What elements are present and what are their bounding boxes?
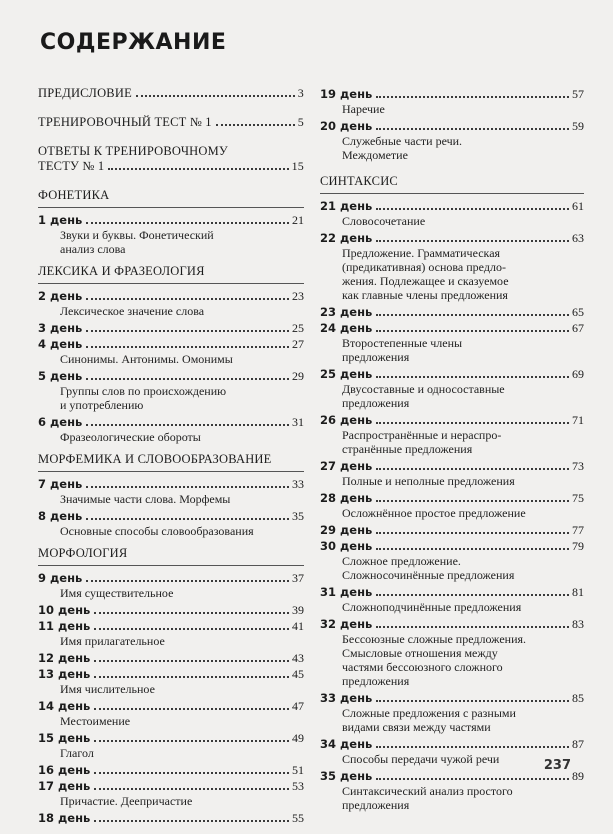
topic-20: Служебные части речи. Междометие	[342, 134, 463, 162]
entry-label: 32 день	[320, 617, 373, 631]
day-entry-16[interactable]	[38, 762, 304, 778]
entry-page: 49	[292, 731, 304, 745]
dot-leader	[86, 486, 289, 488]
entry-page: 79	[572, 539, 584, 553]
section-rule	[38, 471, 304, 472]
dot-leader	[376, 422, 569, 424]
topic-31: Сложноподчинённые предложения	[342, 600, 522, 614]
topic-34: Способы передачи чужой речи	[342, 752, 500, 766]
page-number: 237	[543, 758, 571, 773]
entry-label: 31 день	[320, 585, 373, 599]
entry-label: 34 день	[320, 737, 373, 751]
topic-11: Имя прилагательное	[60, 634, 165, 648]
entry-page: 25	[292, 321, 304, 335]
entry-page: 55	[292, 811, 304, 825]
entry-label: 33 день	[320, 691, 373, 705]
section-heading: МОРФЕМИКА И СЛОВООБРАЗОВАНИЕ	[38, 452, 272, 466]
topic-5: Группы слов по происхождению и употреблению	[60, 384, 227, 412]
day-entry-23[interactable]	[320, 304, 584, 320]
entry-label: 26 день	[320, 413, 373, 427]
day-entry-14[interactable]	[38, 698, 304, 714]
dot-leader	[376, 626, 569, 628]
dot-leader	[94, 612, 289, 614]
dot-leader	[376, 778, 569, 780]
entry-page: 57	[572, 87, 584, 101]
topic-9: Имя существительное	[60, 586, 174, 600]
dot-leader	[86, 330, 289, 332]
entry-label: 10 день	[38, 603, 91, 617]
entry-label: 15 день	[38, 731, 91, 745]
topic-25: Двусоставные и односоставные предложения	[342, 382, 505, 410]
dot-leader	[376, 240, 569, 242]
section-rule	[38, 565, 304, 566]
topic-19: Наречие	[342, 102, 385, 116]
day-entry-25[interactable]	[320, 366, 584, 382]
section-rule	[38, 283, 304, 284]
topic-17: Причастие. Деепричастие	[60, 794, 193, 808]
day-entry-31[interactable]	[320, 584, 584, 600]
entry-page: 61	[572, 199, 584, 213]
day-entry-15[interactable]	[38, 730, 304, 746]
dot-leader	[376, 376, 569, 378]
section-3	[38, 546, 304, 826]
topic-1: Звуки и буквы. Фонетический анализ слова	[60, 228, 214, 256]
day-entry-9[interactable]	[38, 570, 304, 586]
entry-label: 25 день	[320, 367, 373, 381]
day-entry-4[interactable]	[38, 336, 304, 352]
entry-label: 13 день	[38, 667, 91, 681]
day-entry-24[interactable]	[320, 320, 584, 336]
dot-leader	[376, 594, 569, 596]
entry-label: 30 день	[320, 539, 373, 553]
topic-2: Лексическое значение слова	[60, 304, 205, 318]
entry-label: 5 день	[38, 369, 83, 383]
dot-leader	[86, 424, 289, 426]
day-entry-8[interactable]	[38, 508, 304, 524]
entry-page: 69	[572, 367, 584, 381]
day-entry-34[interactable]	[320, 736, 584, 752]
entry-page: 45	[292, 667, 304, 681]
entry-page: 71	[572, 413, 584, 427]
entry-page: 35	[292, 509, 304, 523]
day-entry-27[interactable]	[320, 458, 584, 474]
entry-label: 29 день	[320, 523, 373, 537]
right-continuation	[320, 86, 584, 162]
topic-32: Бессоюзные сложные предложения. Смысловые отношения между частями бессоюзного сложного предложения	[342, 632, 527, 688]
day-entry-21[interactable]	[320, 198, 584, 214]
entry-label: 6 день	[38, 415, 83, 429]
section-heading: СИНТАКСИС	[320, 174, 398, 188]
entry-label: 20 день	[320, 119, 373, 133]
entry-page: 75	[572, 491, 584, 505]
dot-leader	[376, 330, 569, 332]
section-1	[38, 264, 304, 444]
dot-leader	[376, 532, 569, 534]
dot-leader	[216, 124, 295, 126]
entry-label: 8 день	[38, 509, 83, 523]
section-heading: МОРФОЛОГИЯ	[38, 546, 128, 560]
entry-label: 11 день	[38, 619, 91, 633]
entry-label: 9 день	[38, 571, 83, 585]
day-entry-17[interactable]	[38, 778, 304, 794]
page-title: СОДЕРЖАНИЕ	[40, 30, 227, 55]
entry-label: ТЕСТУ № 1	[38, 159, 105, 173]
toc-left-column	[38, 86, 304, 834]
answers-entry[interactable]	[38, 144, 304, 174]
day-entry-30[interactable]	[320, 538, 584, 554]
dot-leader	[86, 518, 289, 520]
section-2	[38, 452, 304, 538]
dot-leader	[376, 96, 569, 98]
entry-page: 3	[297, 86, 304, 100]
dot-leader	[376, 500, 569, 502]
dot-leader	[94, 676, 289, 678]
topic-27: Полные и неполные предложения	[342, 474, 515, 488]
day-entry-32[interactable]	[320, 616, 584, 632]
dot-leader	[94, 740, 289, 742]
entry-page: 73	[572, 459, 584, 473]
day-entry-20[interactable]	[320, 118, 584, 134]
section-heading: ФОНЕТИКА	[38, 188, 110, 202]
toc-right-column	[320, 86, 584, 820]
dot-leader	[376, 746, 569, 748]
day-entry-29[interactable]	[320, 522, 584, 538]
entry-label: 14 день	[38, 699, 91, 713]
dot-leader	[94, 820, 289, 822]
entry-page: 89	[572, 769, 584, 783]
section-rule	[320, 193, 584, 194]
day-entry-18[interactable]	[38, 810, 304, 826]
entry-label: 18 день	[38, 811, 91, 825]
entry-label: 17 день	[38, 779, 91, 793]
dot-leader	[94, 660, 289, 662]
entry-label: 12 день	[38, 651, 91, 665]
topic-4: Синонимы. Антонимы. Омонимы	[60, 352, 233, 366]
topic-22: Предложение. Грамматическая (предикативная) основа предло- жения. Подлежащее и сказуемое как главные члены предложения	[342, 246, 509, 302]
entry-label: 2 день	[38, 289, 83, 303]
topic-21: Словосочетание	[342, 214, 426, 228]
entry-label: 19 день	[320, 87, 373, 101]
topic-28: Осложнённое простое предложение	[342, 506, 526, 520]
front-entry-1[interactable]	[38, 115, 304, 130]
day-entry-13[interactable]	[38, 666, 304, 682]
section-syntax	[320, 174, 584, 812]
entry-label: 24 день	[320, 321, 373, 335]
entry-page: 87	[572, 737, 584, 751]
dot-leader	[86, 346, 289, 348]
dot-leader	[376, 128, 569, 130]
answers-line-2[interactable]	[38, 159, 304, 174]
day-entry-5[interactable]	[38, 368, 304, 384]
entry-page: 67	[572, 321, 584, 335]
entry-page: 5	[297, 115, 304, 129]
section-rule	[38, 207, 304, 208]
topic-6: Фразеологические обороты	[60, 430, 201, 444]
entry-page: 77	[572, 523, 584, 537]
entry-page: 41	[292, 619, 304, 633]
dot-leader	[376, 314, 569, 316]
dot-leader	[86, 298, 289, 300]
entry-page: 29	[292, 369, 304, 383]
topic-35: Синтаксический анализ простого предложения	[342, 784, 513, 812]
front-entry-0[interactable]	[38, 86, 304, 101]
topic-24: Второстепенные члены предложения	[342, 336, 463, 364]
entry-label: 28 день	[320, 491, 373, 505]
entry-page: 27	[292, 337, 304, 351]
day-entry-3[interactable]	[38, 320, 304, 336]
entry-page: 15	[291, 159, 304, 173]
topic-26: Распространённые и нераспро- странённые предложения	[342, 428, 502, 456]
day-entry-1[interactable]	[38, 212, 304, 228]
entry-page: 37	[292, 571, 304, 585]
entry-page: 23	[292, 289, 304, 303]
day-entry-2[interactable]	[38, 288, 304, 304]
entry-page: 47	[292, 699, 304, 713]
entry-page: 33	[292, 477, 304, 491]
entry-page: 31	[292, 415, 304, 429]
day-entry-11[interactable]	[38, 618, 304, 634]
entry-label: 16 день	[38, 763, 91, 777]
dot-leader	[376, 700, 569, 702]
topic-15: Глагол	[60, 746, 94, 760]
entry-label: 1 день	[38, 213, 83, 227]
dot-leader	[136, 95, 295, 97]
entry-label: 22 день	[320, 231, 373, 245]
entry-page: 59	[572, 119, 584, 133]
entry-label: ПРЕДИСЛОВИЕ	[38, 86, 132, 100]
dot-leader	[108, 168, 288, 170]
entry-label: 3 день	[38, 321, 83, 335]
topic-33: Сложные предложения с разными видами связи между частями	[342, 706, 516, 734]
dot-leader	[376, 468, 569, 470]
dot-leader	[94, 628, 289, 630]
section-0	[38, 188, 304, 256]
day-entry-33[interactable]	[320, 690, 584, 706]
entry-label: 27 день	[320, 459, 373, 473]
entry-label: 7 день	[38, 477, 83, 491]
section-heading: ЛЕКСИКА И ФРАЗЕОЛОГИЯ	[38, 264, 205, 278]
day-entry-22[interactable]	[320, 230, 584, 246]
dot-leader	[86, 580, 289, 582]
day-entry-7[interactable]	[38, 476, 304, 492]
dot-leader	[376, 548, 569, 550]
entry-label: 21 день	[320, 199, 373, 213]
day-entry-26[interactable]	[320, 412, 584, 428]
entry-page: 83	[572, 617, 584, 631]
entry-label: ТРЕНИРОВОЧНЫЙ ТЕСТ № 1	[38, 115, 212, 129]
entry-page: 65	[572, 305, 584, 319]
entry-page: 63	[572, 231, 584, 245]
day-entry-12[interactable]	[38, 650, 304, 666]
dot-leader	[86, 378, 289, 380]
day-entry-6[interactable]	[38, 414, 304, 430]
dot-leader	[94, 708, 289, 710]
entry-page: 85	[572, 691, 584, 705]
entry-page: 81	[572, 585, 584, 599]
topic-30: Сложное предложение. Сложносочинённые предложения	[342, 554, 515, 582]
entry-page: 21	[292, 213, 304, 227]
day-entry-10[interactable]	[38, 602, 304, 618]
day-entry-19[interactable]	[320, 86, 584, 102]
topic-8: Основные способы словообразования	[60, 524, 254, 538]
dot-leader	[94, 788, 289, 790]
dot-leader	[376, 208, 569, 210]
answers-line-1: ОТВЕТЫ К ТРЕНИРОВОЧНОМУ	[38, 144, 228, 158]
topic-14: Местоимение	[60, 714, 131, 728]
day-entry-28[interactable]	[320, 490, 584, 506]
dot-leader	[94, 772, 289, 774]
entry-label: 4 день	[38, 337, 83, 351]
entry-label: 35 день	[320, 769, 373, 783]
dot-leader	[86, 222, 289, 224]
entry-label: 23 день	[320, 305, 373, 319]
topic-13: Имя числительное	[60, 682, 155, 696]
entry-page: 39	[292, 603, 304, 617]
entry-page: 51	[292, 763, 304, 777]
topic-7: Значимые части слова. Морфемы	[60, 492, 231, 506]
entry-page: 43	[292, 651, 304, 665]
entry-page: 53	[292, 779, 304, 793]
